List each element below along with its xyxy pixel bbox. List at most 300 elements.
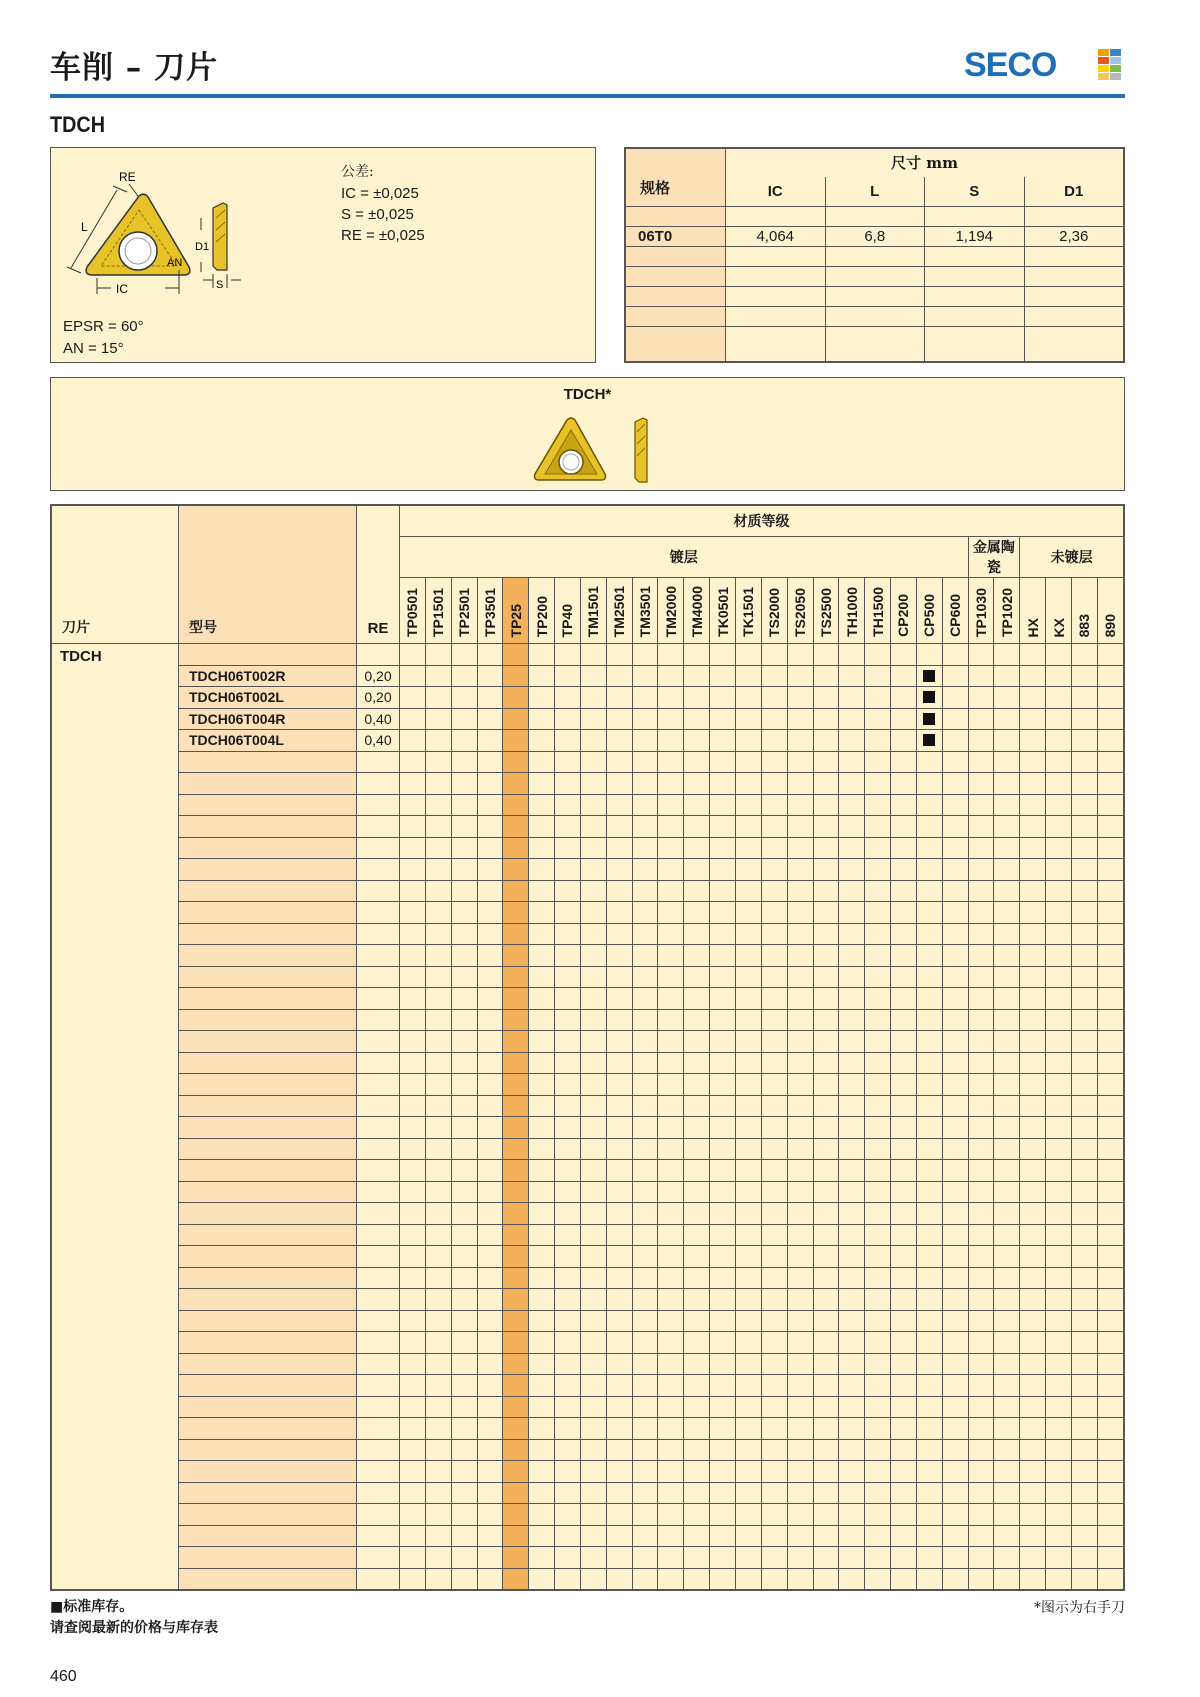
grade-cell — [916, 1396, 942, 1418]
grade-cell — [968, 1310, 994, 1332]
grade-cell — [710, 1009, 736, 1031]
grade-cell — [968, 1181, 994, 1203]
grade-cell — [580, 1160, 606, 1182]
grade-cell — [942, 1375, 968, 1397]
re-cell — [357, 1418, 400, 1440]
table-row — [52, 837, 1124, 859]
grade-cell — [1020, 1396, 1046, 1418]
grade-cell — [1046, 1332, 1072, 1354]
grade-cell — [761, 644, 787, 666]
grade-cell — [710, 1160, 736, 1182]
grade-cell — [787, 1332, 813, 1354]
grade-cell — [994, 1310, 1020, 1332]
grade-cell — [994, 1396, 1020, 1418]
grade-cell — [632, 794, 658, 816]
grade-cell — [787, 1396, 813, 1418]
model-cell — [179, 837, 357, 859]
grade-cell — [580, 1375, 606, 1397]
grade-cell — [632, 816, 658, 838]
grade-cell — [529, 794, 555, 816]
grade-cell — [942, 1267, 968, 1289]
model-cell — [179, 859, 357, 881]
grade-cell — [477, 1353, 503, 1375]
insert-side-view — [213, 203, 227, 270]
grade-cell — [555, 1396, 581, 1418]
grade-cell — [1020, 902, 1046, 924]
grade-cell — [710, 1461, 736, 1483]
grade-cell — [865, 1504, 891, 1526]
grade-cell — [503, 816, 529, 838]
grade-cell — [529, 1310, 555, 1332]
table-row — [52, 730, 1124, 752]
grade-cell — [1097, 1160, 1123, 1182]
grade-cell — [813, 966, 839, 988]
grade-cell — [555, 837, 581, 859]
grade-cell — [684, 1482, 710, 1504]
grade-cell — [606, 1547, 632, 1569]
grade-cell — [968, 1117, 994, 1139]
grade-cell — [761, 665, 787, 687]
grade-cell — [658, 665, 684, 687]
grade-cell — [891, 1160, 917, 1182]
grade-col-tp1501 — [425, 578, 451, 644]
grade-cell — [865, 1418, 891, 1440]
grade-cell — [916, 837, 942, 859]
grade-cell — [425, 1224, 451, 1246]
grade-cell — [684, 1224, 710, 1246]
grade-cell — [529, 1461, 555, 1483]
grade-cell — [813, 687, 839, 709]
grade-cell — [606, 1396, 632, 1418]
grade-cell — [425, 837, 451, 859]
table-row — [52, 1482, 1124, 1504]
grade-cell — [606, 1504, 632, 1526]
grade-cell — [891, 1418, 917, 1440]
grade-cell — [968, 923, 994, 945]
grade-cell — [503, 1138, 529, 1160]
grade-cell — [813, 1525, 839, 1547]
re-cell — [357, 1224, 400, 1246]
grade-cell — [658, 687, 684, 709]
grade-col-tm3501 — [632, 578, 658, 644]
grade-cell — [555, 1439, 581, 1461]
re-cell — [357, 1074, 400, 1096]
grade-cell — [555, 816, 581, 838]
grade-cell — [400, 1289, 426, 1311]
grade-label: CP500 — [921, 594, 938, 637]
table-row — [52, 945, 1124, 967]
grade-cell — [1020, 1504, 1046, 1526]
grade-cell — [813, 1568, 839, 1590]
grade-cell — [787, 773, 813, 795]
grade-label: TM3501 — [637, 585, 654, 637]
grade-cell — [451, 1504, 477, 1526]
grade-cell — [503, 751, 529, 773]
re-cell — [357, 1052, 400, 1074]
page-title: 车削 – 刀片 — [50, 50, 219, 86]
grade-cell — [529, 644, 555, 666]
table-row — [52, 1353, 1124, 1375]
grade-cell — [942, 1117, 968, 1139]
grade-cell — [710, 945, 736, 967]
grade-label: TP0501 — [404, 587, 421, 637]
grade-cell — [580, 730, 606, 752]
table-row — [52, 1267, 1124, 1289]
grade-cell — [813, 1052, 839, 1074]
grade-cell — [555, 1138, 581, 1160]
grade-cell — [580, 1009, 606, 1031]
grade-cell — [477, 794, 503, 816]
grade-cell — [1071, 730, 1097, 752]
grade-cell — [580, 1482, 606, 1504]
grade-cell — [1071, 665, 1097, 687]
grade-cell — [1020, 1525, 1046, 1547]
grade-cell — [400, 773, 426, 795]
grade-cell — [632, 687, 658, 709]
grade-cell — [477, 708, 503, 730]
grade-cell — [916, 1160, 942, 1182]
grade-cell — [1020, 687, 1046, 709]
grade-cell — [580, 687, 606, 709]
grade-cell — [994, 730, 1020, 752]
grade-cell — [580, 837, 606, 859]
grade-cell — [1046, 1568, 1072, 1590]
grade-cell — [580, 923, 606, 945]
grade-cell — [632, 1289, 658, 1311]
grade-cell — [761, 1117, 787, 1139]
grade-cell — [839, 1267, 865, 1289]
grade-cell — [632, 1482, 658, 1504]
model-cell — [179, 1568, 357, 1590]
grade-cell — [761, 1267, 787, 1289]
grade-cell — [735, 1547, 761, 1569]
grade-cell — [503, 1375, 529, 1397]
grade-cell — [400, 1504, 426, 1526]
grade-cell — [684, 1031, 710, 1053]
grade-cell — [632, 1568, 658, 1590]
re-cell — [357, 1031, 400, 1053]
grade-label: TP2501 — [456, 587, 473, 637]
grade-cell — [839, 1375, 865, 1397]
grade-cell — [606, 644, 632, 666]
grade-cell — [451, 1009, 477, 1031]
grade-cell — [891, 687, 917, 709]
grade-cell — [632, 923, 658, 945]
grade-cell — [916, 1009, 942, 1031]
re-cell — [357, 923, 400, 945]
grade-cell — [503, 1310, 529, 1332]
grade-cell — [735, 1310, 761, 1332]
grade-cell — [968, 880, 994, 902]
grade-cell — [684, 794, 710, 816]
grade-col-tp1030 — [968, 578, 994, 644]
grade-cell — [1097, 1031, 1123, 1053]
grade-cell — [1071, 1310, 1097, 1332]
grade-cell — [529, 687, 555, 709]
grade-cell — [787, 794, 813, 816]
re-cell — [357, 751, 400, 773]
model-cell — [179, 1310, 357, 1332]
grade-cell — [1097, 794, 1123, 816]
grade-cell — [761, 751, 787, 773]
grade-cell — [658, 794, 684, 816]
grade-cell — [477, 1031, 503, 1053]
grade-cell — [580, 816, 606, 838]
grade-cell — [529, 966, 555, 988]
grade-cell — [425, 1525, 451, 1547]
grade-cell — [606, 1138, 632, 1160]
table-row — [52, 1181, 1124, 1203]
grade-cell — [839, 1031, 865, 1053]
grade-cell — [1071, 1203, 1097, 1225]
grade-cell — [1020, 816, 1046, 838]
grade-cell — [916, 708, 942, 730]
grade-cell — [761, 1525, 787, 1547]
grade-cell — [916, 1138, 942, 1160]
grade-cell — [425, 1181, 451, 1203]
grade-cell — [735, 1052, 761, 1074]
grade-label: TM1501 — [585, 585, 602, 637]
grade-cell — [1020, 923, 1046, 945]
grade-cell — [865, 1267, 891, 1289]
table-row — [52, 1289, 1124, 1311]
grade-cell — [761, 1289, 787, 1311]
grade-col-tp25 — [503, 578, 529, 644]
grade-cell — [658, 902, 684, 924]
grade-cell — [942, 1482, 968, 1504]
grade-cell — [1046, 1396, 1072, 1418]
grade-cell — [684, 773, 710, 795]
grade-cell — [477, 1439, 503, 1461]
grade-cell — [529, 773, 555, 795]
grade-cell — [735, 708, 761, 730]
grade-cell — [1071, 1353, 1097, 1375]
grade-cell — [580, 1095, 606, 1117]
grade-cell — [942, 1074, 968, 1096]
grade-cell — [787, 1009, 813, 1031]
table-row — [52, 923, 1124, 945]
grade-cell — [916, 1310, 942, 1332]
grade-cell — [451, 1418, 477, 1440]
grade-cell — [684, 687, 710, 709]
grade-cell — [580, 1439, 606, 1461]
grade-cell — [400, 1310, 426, 1332]
grade-cell — [916, 1289, 942, 1311]
grade-cell — [787, 1375, 813, 1397]
grade-cell — [968, 816, 994, 838]
grade-cell — [658, 751, 684, 773]
grade-cell — [684, 1138, 710, 1160]
grade-cell — [761, 1138, 787, 1160]
re-cell: 0,20 — [357, 665, 400, 687]
grade-cell — [425, 902, 451, 924]
grade-cell — [606, 1310, 632, 1332]
grade-label: KX — [1050, 617, 1067, 637]
grade-cell — [1020, 859, 1046, 881]
grade-cell — [451, 1031, 477, 1053]
grade-cell — [1046, 751, 1072, 773]
grade-cell — [968, 1224, 994, 1246]
grade-cell — [813, 1138, 839, 1160]
grade-cell — [1046, 1117, 1072, 1139]
grade-cell — [839, 1052, 865, 1074]
grade-cell — [632, 1310, 658, 1332]
grade-cell — [891, 751, 917, 773]
grade-cell — [735, 1482, 761, 1504]
stock-mark — [923, 670, 935, 682]
grade-cell — [529, 1031, 555, 1053]
grade-cell — [710, 1439, 736, 1461]
grade-cell — [865, 1332, 891, 1354]
grade-cell — [735, 1525, 761, 1547]
grade-cell — [968, 1396, 994, 1418]
grade-cell — [735, 665, 761, 687]
grade-cell — [994, 1267, 1020, 1289]
grade-cell — [658, 1504, 684, 1526]
grade-cell — [632, 1009, 658, 1031]
grade-cell — [994, 1568, 1020, 1590]
grade-cell — [942, 1439, 968, 1461]
grade-cell — [580, 1332, 606, 1354]
re-cell — [357, 794, 400, 816]
re-cell — [357, 1138, 400, 1160]
grade-cell — [632, 1117, 658, 1139]
grade-cell — [451, 1181, 477, 1203]
table-row — [52, 1504, 1124, 1526]
grade-cell — [529, 816, 555, 838]
grade-cell — [555, 773, 581, 795]
grade-cell — [477, 1375, 503, 1397]
grade-cell — [761, 1160, 787, 1182]
model-cell — [179, 1461, 357, 1483]
grade-cell — [400, 1074, 426, 1096]
grade-cell — [1097, 1246, 1123, 1268]
grade-cell — [425, 988, 451, 1010]
grade-cell — [1097, 708, 1123, 730]
grade-cell — [761, 1224, 787, 1246]
grade-cell — [580, 1138, 606, 1160]
grade-cell — [477, 1504, 503, 1526]
title-rule — [50, 94, 1125, 98]
grade-cell — [839, 1246, 865, 1268]
grade-cell — [735, 1246, 761, 1268]
grade-cell — [891, 1568, 917, 1590]
grade-cell — [477, 1461, 503, 1483]
model-cell — [179, 1418, 357, 1440]
grade-cell — [400, 1375, 426, 1397]
grade-cell — [813, 1418, 839, 1440]
grade-cell — [916, 1482, 942, 1504]
grade-cell — [451, 644, 477, 666]
grade-label: TM2501 — [611, 585, 628, 637]
grade-cell — [1071, 1418, 1097, 1440]
model-cell: TDCH06T004R — [179, 708, 357, 730]
grade-cell — [477, 665, 503, 687]
grade-cell — [787, 1568, 813, 1590]
grade-cell — [503, 730, 529, 752]
grade-cell — [658, 816, 684, 838]
grade-cell — [968, 1052, 994, 1074]
grade-cell — [839, 1074, 865, 1096]
grade-cell — [529, 1224, 555, 1246]
grade-cell — [710, 751, 736, 773]
grade-cell — [813, 665, 839, 687]
grade-cell — [477, 1310, 503, 1332]
re-cell — [357, 988, 400, 1010]
grade-cell — [735, 1289, 761, 1311]
grade-cell — [1097, 1224, 1123, 1246]
grade-cell — [968, 1267, 994, 1289]
grade-cell — [1046, 773, 1072, 795]
label-re: RE — [119, 170, 136, 184]
grade-cell — [555, 1009, 581, 1031]
grade-cell — [477, 923, 503, 945]
spec-header: 规格 — [626, 149, 726, 207]
grade-cell — [503, 1031, 529, 1053]
grade-cell — [839, 708, 865, 730]
grade-cell — [503, 1203, 529, 1225]
grade-cell — [400, 859, 426, 881]
table-row — [52, 1547, 1124, 1569]
grade-cell — [1046, 1052, 1072, 1074]
re-cell — [357, 859, 400, 881]
grade-cell — [916, 1031, 942, 1053]
grade-cell — [865, 665, 891, 687]
grade-cell — [1020, 1203, 1046, 1225]
grade-cell — [529, 1525, 555, 1547]
grade-cell — [658, 708, 684, 730]
grade-cell — [916, 966, 942, 988]
grade-cell — [994, 859, 1020, 881]
table-row — [52, 880, 1124, 902]
grade-cell — [916, 923, 942, 945]
grade-cell — [710, 902, 736, 924]
grade-cell — [425, 1461, 451, 1483]
grade-cell — [503, 945, 529, 967]
grade-cell — [451, 1160, 477, 1182]
grade-cell — [658, 1461, 684, 1483]
grade-label: TP1020 — [998, 587, 1015, 637]
grade-cell — [684, 1332, 710, 1354]
grade-cell — [839, 730, 865, 752]
grade-cell — [477, 1525, 503, 1547]
grade-cell — [503, 1547, 529, 1569]
grade-cell — [1046, 730, 1072, 752]
grade-cell — [1046, 859, 1072, 881]
grade-cell — [684, 1009, 710, 1031]
grade-cell — [658, 1246, 684, 1268]
grade-cell — [994, 880, 1020, 902]
grade-cell — [994, 665, 1020, 687]
grade-cell — [529, 1439, 555, 1461]
grade-cell — [735, 945, 761, 967]
grade-cell — [400, 1568, 426, 1590]
grade-cell — [684, 1418, 710, 1440]
grade-cell — [606, 1418, 632, 1440]
grade-cell — [451, 880, 477, 902]
grade-cell — [1097, 1203, 1123, 1225]
grade-cell — [968, 1482, 994, 1504]
grade-cell — [529, 1353, 555, 1375]
grade-cell — [891, 1525, 917, 1547]
grade-cell — [735, 644, 761, 666]
grade-cell — [761, 837, 787, 859]
grade-cell — [787, 665, 813, 687]
grade-cell — [451, 902, 477, 924]
grade-cell — [839, 644, 865, 666]
model-cell — [179, 966, 357, 988]
re-header: RE — [357, 506, 400, 644]
